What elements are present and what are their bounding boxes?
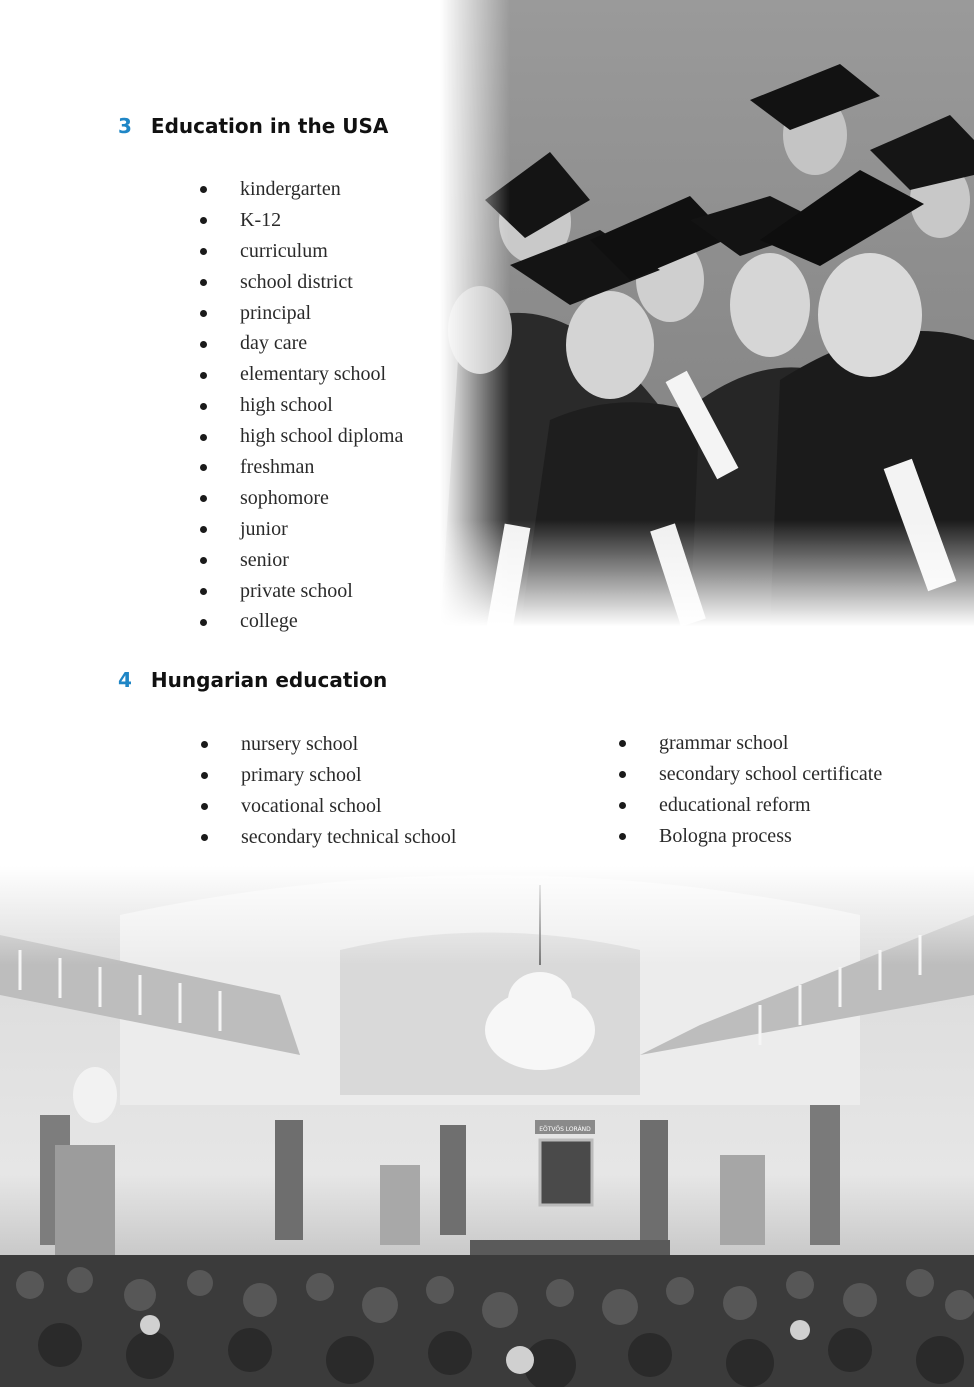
list-item: Bologna process <box>619 821 882 852</box>
list-item: secondary school certificate <box>619 759 882 790</box>
bullet-icon <box>200 434 207 441</box>
list-item: principal <box>200 298 403 329</box>
list-item: college <box>200 606 403 637</box>
usa-term-list <box>200 174 403 637</box>
bullet-icon <box>200 526 207 533</box>
section-number: 3 <box>118 114 132 138</box>
list-item: high school <box>200 390 403 421</box>
bullet-icon <box>201 741 208 748</box>
bullet-icon <box>619 771 626 778</box>
list-item: senior <box>200 545 403 576</box>
bullet-icon <box>619 833 626 840</box>
hungarian-term-list-left <box>201 729 456 853</box>
list-item: curriculum <box>200 236 403 267</box>
section-number: 4 <box>118 668 132 692</box>
bullet-icon <box>200 372 207 379</box>
list-item: freshman <box>200 452 403 483</box>
list-item: secondary technical school <box>201 822 456 853</box>
list-item: high school diploma <box>200 421 403 452</box>
list-item: primary school <box>201 760 456 791</box>
list-item: kindergarten <box>200 174 403 205</box>
bullet-icon <box>200 619 207 626</box>
section-title: Hungarian education <box>150 668 388 692</box>
list-item: nursery school <box>201 729 456 760</box>
graduates-photo-fade <box>440 520 974 632</box>
bullet-icon <box>200 464 207 471</box>
bullet-icon <box>200 588 207 595</box>
list-item: vocational school <box>201 791 456 822</box>
bullet-icon <box>200 495 207 502</box>
bullet-icon <box>619 740 626 747</box>
hall-photo-fade <box>0 855 974 965</box>
list-item: K-12 <box>200 205 403 236</box>
bullet-icon <box>200 186 207 193</box>
bullet-icon <box>201 803 208 810</box>
bullet-icon <box>200 248 207 255</box>
list-item: sophomore <box>200 483 403 514</box>
section-title: Education in the USA <box>150 114 389 138</box>
bullet-icon <box>200 310 207 317</box>
bullet-icon <box>201 772 208 779</box>
list-item: day care <box>200 328 403 359</box>
bullet-icon <box>200 403 207 410</box>
list-item: grammar school <box>619 728 882 759</box>
hungarian-term-list-right <box>619 728 882 852</box>
bullet-icon <box>200 217 207 224</box>
list-item: private school <box>200 576 403 607</box>
list-item: school district <box>200 267 403 298</box>
section-heading-usa <box>118 114 388 138</box>
bullet-icon <box>200 341 207 348</box>
list-item: elementary school <box>200 359 403 390</box>
bullet-icon <box>201 834 208 841</box>
list-item: junior <box>200 514 403 545</box>
bullet-icon <box>200 279 207 286</box>
section-heading-hungarian <box>118 668 387 692</box>
bullet-icon <box>619 802 626 809</box>
hall-sign-text: EÖTVÖS LORÁND <box>539 1126 591 1133</box>
list-item: educational reform <box>619 790 882 821</box>
bullet-icon <box>200 557 207 564</box>
